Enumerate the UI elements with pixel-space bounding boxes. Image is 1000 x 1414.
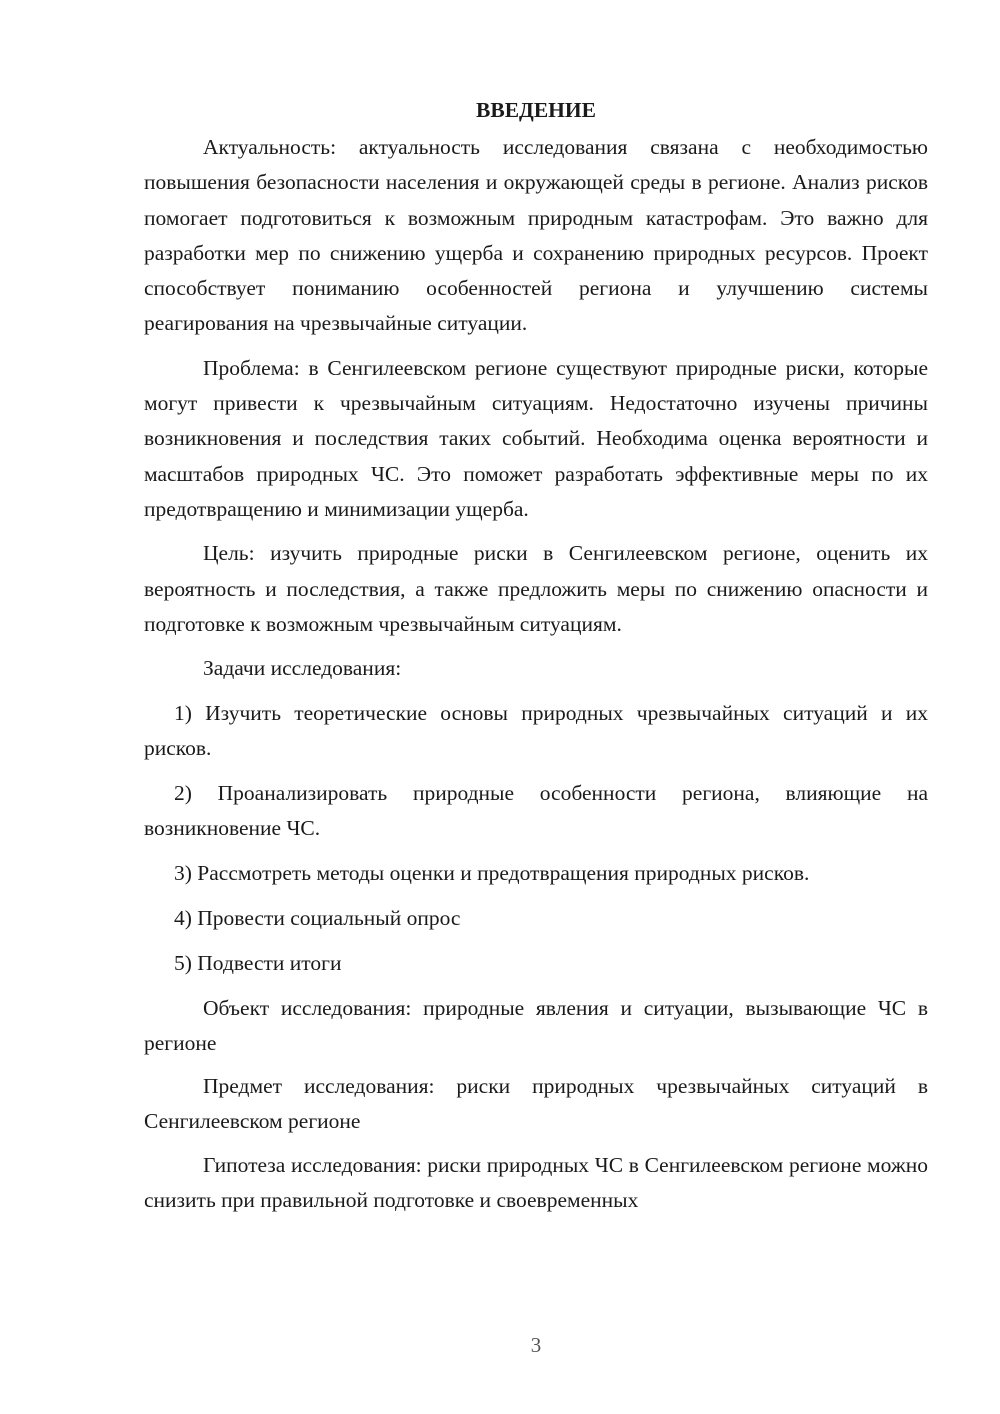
- tasks-label: Задачи исследования:: [203, 656, 402, 681]
- task-item: 3) Рассмотреть методы оценки и предотвращения природных рисков.: [174, 861, 810, 886]
- task-item: 5) Подвести итоги: [174, 950, 342, 975]
- page-content: [144, 92, 928, 1227]
- task-item: 1) Изучить теоретические основы природных чрезвычайных ситуаций и их рисков.: [144, 700, 928, 761]
- problem-paragraph: Проблема: в Сенгилеевском регионе существуют природные риски, которые могут привести к чрезвычайным ситуациям. Недостаточно изучены причины возникновения и последствия таких событий. Необходима оценка вероятности и масштабов природных ЧС. Это поможет разработать эффективные меры по их предотвращению и минимизации ущерба.: [144, 355, 928, 521]
- goal-paragraph: Цель: изучить природные риски в Сенгилеевском регионе, оценить их вероятность и последствия, а также предложить меры по снижению опасности и подготовке к возможным чрезвычайным ситуациям.: [144, 541, 928, 636]
- subject-paragraph: Предмет исследования: риски природных чрезвычайных ситуаций в Сенгилеевском регионе: [144, 1074, 928, 1134]
- task-item: 2) Проанализировать природные особенности региона, влияющие на возникновение ЧС.: [144, 781, 928, 841]
- section-title: ВВЕДЕНИЕ: [476, 98, 596, 122]
- page-number: 3: [530, 1333, 542, 1357]
- task-item: 4) Провести социальный опрос: [174, 905, 461, 930]
- relevance-paragraph: Актуальность: актуальность исследования связана с необходимостью повышения безопасности населения и окружающей среды в регионе. Анализ рисков помогает подготовиться к возможным природным катастрофам. Это важно для разработки мер по снижению ущерба и сохранению природных ресурсов. Проект способствует пониманию особенностей региона и улучшению системы реагирования на чрезвычайные ситуации.: [144, 135, 928, 336]
- hypothesis-paragraph: Гипотеза исследования: риски природных ЧС в Сенгилеевском регионе можно снизить при правильной подготовке и своевременных: [144, 1152, 928, 1213]
- object-paragraph: Объект исследования: природные явления и ситуации, вызывающие ЧС в регионе: [144, 995, 928, 1055]
